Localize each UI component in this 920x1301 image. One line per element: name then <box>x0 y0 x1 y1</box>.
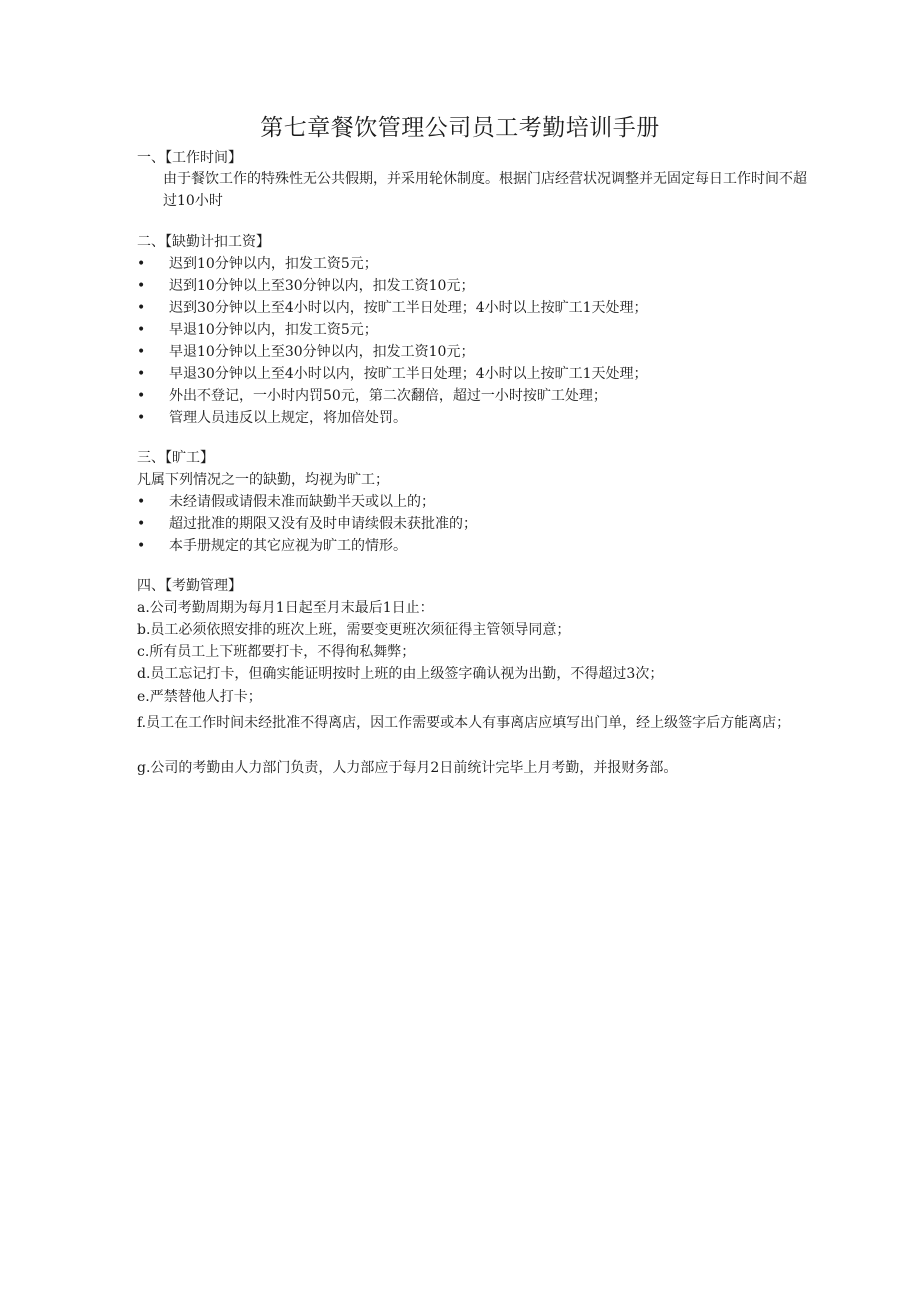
bullet-icon: • <box>137 516 146 532</box>
page-title: 第七章餐饮管理公司员工考勤培训手册 <box>260 115 660 141</box>
section-heading-attendance-management: 四、【考勤管理】 <box>137 578 242 594</box>
section-heading-deductions: 二、【缺勤计扣工资】 <box>137 234 270 250</box>
absenteeism-intro: 凡属下列情况之一的缺勤，均视为旷工； <box>137 472 389 488</box>
list-item: a.公司考勤周期为每月1日起至月末最后1日止： <box>137 600 434 616</box>
bullet-icon: • <box>137 256 146 272</box>
bullet-icon: • <box>137 538 146 554</box>
bullet-icon: • <box>137 322 146 338</box>
list-item: d.员工忘记打卡，但确实能证明按时上班的由上级签字确认视为出勤，不得超过3次； <box>137 666 664 682</box>
bullet-icon: • <box>137 366 146 382</box>
list-item: b.员工必须依照安排的班次上班，需要变更班次须征得主管领导同意； <box>137 622 571 638</box>
list-item: g.公司的考勤由人力部门负责，人力部应于每月2日前统计完毕上月考勤，并报财务部。 <box>137 760 678 776</box>
list-item: f.员工在工作时间未经批准不得离店，因工作需要或本人有事离店应填写出门单，经上级签字后方能离店； <box>137 715 791 731</box>
bullet-icon: • <box>137 344 146 360</box>
list-item: e.严禁替他人打卡； <box>137 689 262 705</box>
bullet-icon: • <box>137 410 146 426</box>
bullet-icon: • <box>137 388 146 404</box>
section-heading-absenteeism: 三、【旷工】 <box>137 450 214 466</box>
bullet-icon: • <box>137 494 146 510</box>
bullet-icon: • <box>137 278 146 294</box>
work-time-paragraph: 由于餐饮工作的特殊性无公共假期，并采用轮休制度。根据门店经营状况调整并无固定每日工作时间不超过10小时 <box>163 171 807 209</box>
section-heading-work-time: 一、【工作时间】 <box>137 150 242 166</box>
list-item: c.所有员工上下班都要打卡，不得徇私舞弊； <box>137 644 416 660</box>
bullet-icon: • <box>137 300 146 316</box>
